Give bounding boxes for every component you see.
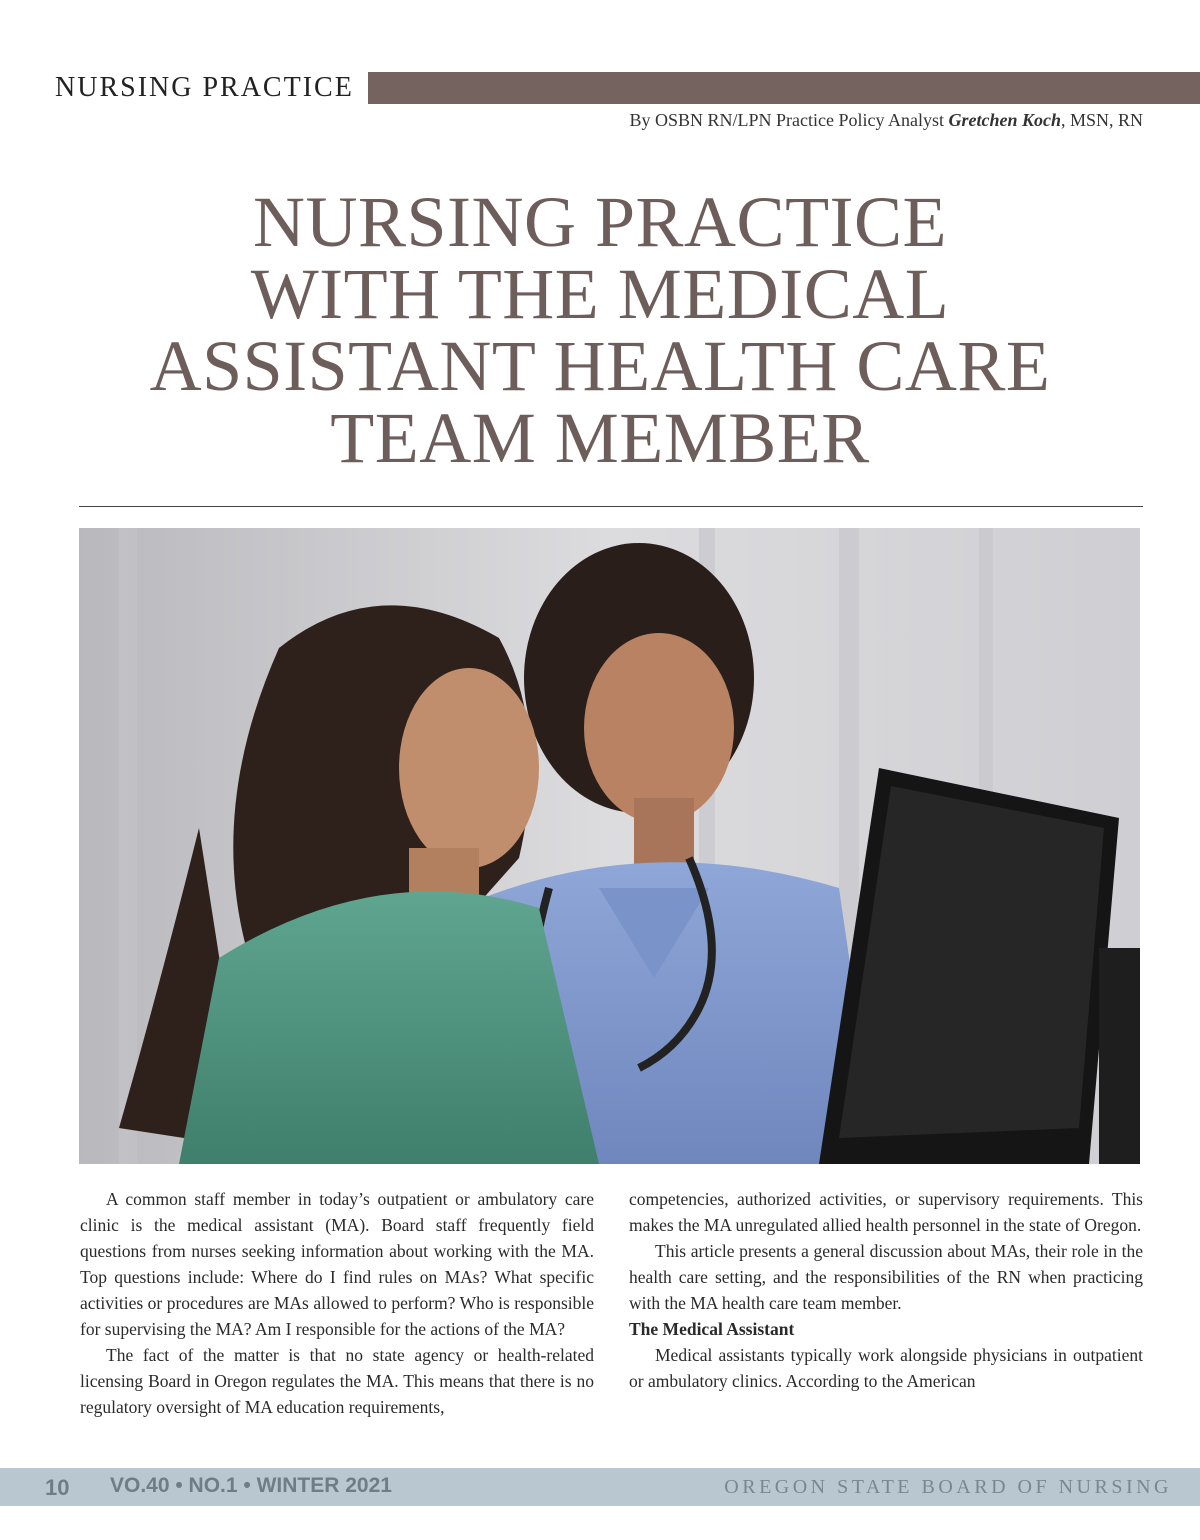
body-paragraph: The fact of the matter is that no state agency or health-related licensing Board in Oregon regulates the MA. This means that there is no regulatory oversight of MA education requirements,: [80, 1345, 594, 1417]
page-number: 10: [45, 1475, 70, 1500]
article-title: [40, 182, 1160, 478]
section-subhead: The Medical Assistant: [629, 1319, 795, 1339]
section-bar: [368, 72, 1200, 104]
body-paragraph: A common staff member in today’s outpatient or ambulatory care clinic is the medical assistant (MA). Board staff frequently field questions from nurses seeking information about working with the MA. Top questions include: Where do I find rules on MAs? What specific activities or procedures are MAs allowed to perform? Who is responsible for supervising the MA? Am I responsible for the actions of the MA?: [80, 1189, 594, 1339]
title-divider: [79, 506, 1143, 507]
photo-nurses-at-computer-icon: [79, 528, 1140, 1164]
article-photo: [79, 528, 1140, 1164]
body-paragraph: Medical assistants typically work alongside physicians in outpatient or ambulatory clinics. According to the American: [629, 1345, 1143, 1391]
title-line: TEAM MEMBER: [330, 398, 870, 478]
byline-prefix: By OSBN RN/LPN Practice Policy Analyst: [629, 110, 949, 130]
section-label: NURSING PRACTICE: [55, 72, 354, 103]
title-line: ASSISTANT HEALTH CARE: [149, 326, 1051, 406]
byline-suffix: , MSN, RN: [1060, 110, 1143, 130]
body-paragraph: This article presents a general discussion about MAs, their role in the health care setting, and the responsibilities of the RN when practicing with the MA health care team member.: [629, 1241, 1143, 1313]
body-paragraph: competencies, authorized activities, or supervisory requirements. This makes the MA unregulated allied health personnel in the state of Oregon.: [629, 1189, 1143, 1235]
byline-author: Gretchen Koch: [948, 110, 1061, 130]
page-footer: [0, 1468, 1200, 1506]
publisher-name: OREGON STATE BOARD OF NURSING: [724, 1476, 1172, 1498]
section-header: [0, 70, 1200, 106]
body-column-right: [629, 1186, 1143, 1394]
title-line: WITH THE MEDICAL: [250, 254, 950, 334]
body-column-left: [80, 1186, 594, 1420]
issue-label: VO.40 • NO.1 • WINTER 2021: [110, 1474, 392, 1497]
title-line: NURSING PRACTICE: [252, 182, 948, 262]
byline: [629, 110, 1143, 131]
